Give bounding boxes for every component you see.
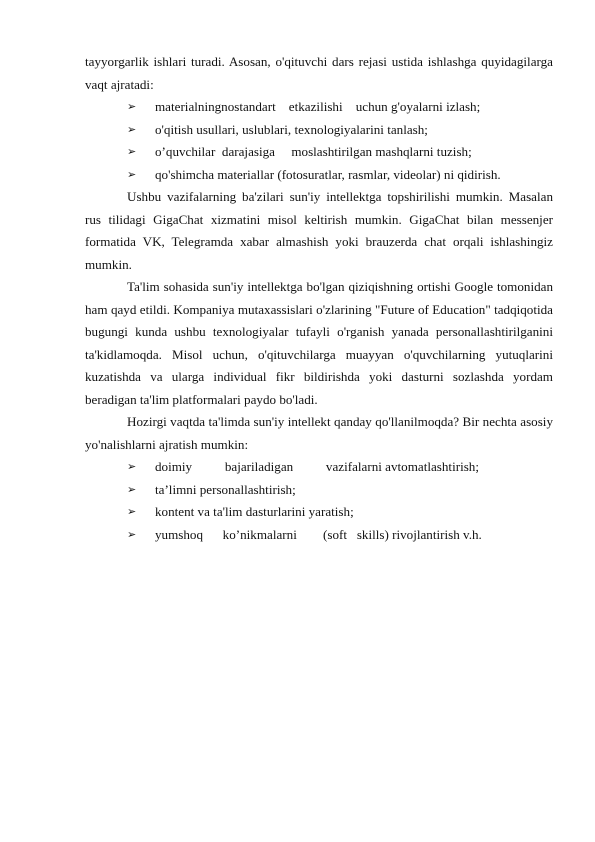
gigachat-paragraph: Ushbu vazifalarning ba'zilari sun'iy intellektga topshirilishi mumkin. Masalan rus tilidagi GigaChat xizmatini misol keltirish mumkin. GigaChat bilan messenjer formatida VK, Telegramda xabar almashish yoki brauzerda chat orqali ishlashingiz mumkin. (85, 189, 553, 272)
document-page (85, 51, 553, 546)
preparation-tasks-list (85, 96, 553, 186)
directions-paragraph: Hozirgi vaqtda ta'limda sun'iy intellekt qanday qo'llanilmoqda? Bir nechta asosiy yo'nalishlarni ajratish mumkin: (85, 414, 553, 452)
intro-paragraph: tayyorgarlik ishlari turadi. Asosan, o'qituvchi dars rejasi ustida ishlashga quyidagilarga vaqt ajratadi: (85, 54, 553, 92)
ai-directions-list (85, 456, 553, 546)
list-item: ➢ qo'shimcha materiallar (fotosuratlar, rasmlar, videolar) ni qidirish. (85, 164, 553, 187)
arrowhead-bullet-icon: ➢ (127, 482, 137, 496)
arrowhead-bullet-icon: ➢ (127, 460, 137, 473)
google-paragraph: Ta'lim sohasida sun'iy intellektga bo'lgan qiziqishning ortishi Google tomonidan ham qayd etildi. Kompaniya mutaxassislari o'zlarining "Future of Education" tadqiqotida bugungi kunda ushbu texnologiyalar tufayli o'rganish yanada personallashtirilganini ta'kidlamoqda. Misol uchun, o'qituvchilarga muayyan o'quvchilarning yutuqlarini kuzatishda va ularga individual fikr bildirishda yoki dasturni sozlashda yordam beradigan ta'lim platformalari paydo bo'ladi. (85, 279, 553, 407)
list-item: ➢ o’quvchilar darajasiga moslashtirilgan mashqlarni tuzish; (85, 141, 553, 164)
list-item: ➢ o'qitish usullari, uslublari, texnologiyalarini tanlash; (85, 119, 553, 142)
arrowhead-bullet-icon: ➢ (127, 145, 137, 158)
list-item: ➢ doimiy bajariladigan vazifalarni avtomatlashtirish; (85, 456, 553, 479)
arrowhead-bullet-icon: ➢ (127, 167, 137, 181)
arrowhead-bullet-icon: ➢ (127, 527, 137, 541)
list-item: ➢ kontent va ta'lim dasturlarini yaratish; (85, 501, 553, 524)
arrowhead-bullet-icon: ➢ (127, 122, 137, 136)
arrowhead-bullet-icon: ➢ (127, 505, 137, 518)
list-item: ➢ ta’limni personallashtirish; (85, 479, 553, 502)
arrowhead-bullet-icon: ➢ (127, 100, 137, 113)
list-item: ➢ materialningnostandart etkazilishi uchun g'oyalarni izlash; (85, 96, 553, 119)
list-item: ➢ yumshoq ko’nikmalarni (soft skills) rivojlantirish v.h. (85, 524, 553, 547)
